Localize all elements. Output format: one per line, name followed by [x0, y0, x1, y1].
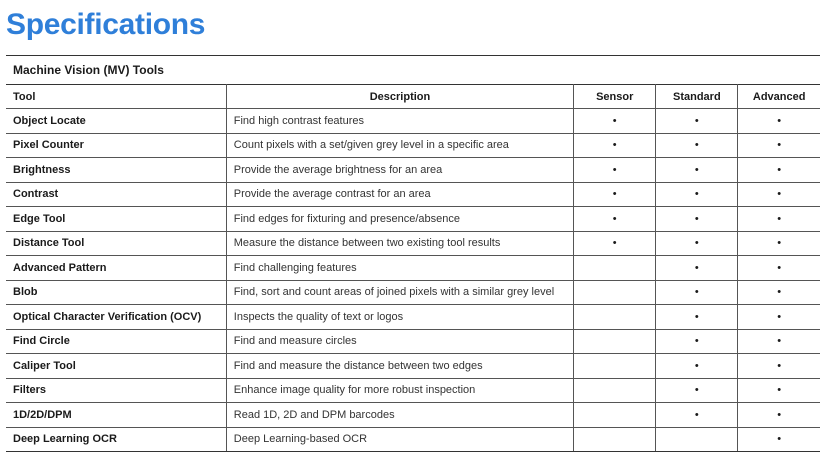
table-row: [6, 403, 820, 428]
tool-name: Caliper Tool: [6, 354, 226, 379]
tool-name: Advanced Pattern: [6, 256, 226, 281]
tool-description: Find and measure the distance between two edges: [226, 354, 573, 379]
section-title: Machine Vision (MV) Tools: [13, 63, 164, 77]
included-dot-icon: •: [694, 188, 699, 201]
tool-description: Count pixels with a set/given grey level in a specific area: [226, 133, 573, 158]
advanced-cell: [738, 109, 820, 134]
tool-name: Filters: [6, 378, 226, 403]
included-dot-icon: •: [777, 188, 782, 201]
sensor-cell: [574, 182, 656, 207]
included-dot-icon: •: [694, 114, 699, 127]
included-dot-icon: •: [694, 310, 699, 323]
tool-description: Find, sort and count areas of joined pixels with a similar grey level: [226, 280, 573, 305]
included-dot-icon: •: [777, 237, 782, 250]
included-dot-icon: •: [694, 384, 699, 397]
sensor-cell: [574, 305, 656, 330]
table-row: [6, 109, 820, 134]
standard-cell: [656, 109, 738, 134]
included-dot-icon: •: [694, 359, 699, 372]
tool-description: Find and measure circles: [226, 329, 573, 354]
tool-name: Pixel Counter: [6, 133, 226, 158]
table-row: [6, 256, 820, 281]
tool-description: Enhance image quality for more robust inspection: [226, 378, 573, 403]
included-dot-icon: •: [777, 433, 782, 446]
tool-description: Provide the average brightness for an area: [226, 158, 573, 183]
table-row: [6, 158, 820, 183]
table-row: [6, 329, 820, 354]
included-dot-icon: •: [694, 408, 699, 421]
header-standard: Standard: [656, 85, 738, 109]
standard-cell: [656, 305, 738, 330]
spec-section: [6, 55, 820, 452]
advanced-cell: [738, 256, 820, 281]
header-description: Description: [226, 85, 573, 109]
included-dot-icon: •: [612, 237, 617, 250]
included-dot-icon: •: [777, 359, 782, 372]
standard-cell: [656, 280, 738, 305]
tool-name: Optical Character Verification (OCV): [6, 305, 226, 330]
sensor-cell: [574, 329, 656, 354]
included-dot-icon: •: [777, 139, 782, 152]
included-dot-icon: •: [777, 384, 782, 397]
table-row: [6, 182, 820, 207]
table-body: [6, 109, 820, 452]
standard-cell: [656, 182, 738, 207]
advanced-cell: [738, 354, 820, 379]
standard-cell: [656, 329, 738, 354]
header-sensor: Sensor: [574, 85, 656, 109]
advanced-cell: [738, 231, 820, 256]
standard-cell: [656, 378, 738, 403]
included-dot-icon: •: [694, 286, 699, 299]
included-dot-icon: •: [612, 163, 617, 176]
included-dot-icon: •: [612, 114, 617, 127]
standard-cell: [656, 403, 738, 428]
tool-description: Find edges for fixturing and presence/absence: [226, 207, 573, 232]
advanced-cell: [738, 329, 820, 354]
sensor-cell: [574, 109, 656, 134]
standard-cell: [656, 256, 738, 281]
table-row: [6, 280, 820, 305]
sensor-cell: [574, 280, 656, 305]
table-row: [6, 231, 820, 256]
sensor-cell: [574, 378, 656, 403]
included-dot-icon: •: [777, 310, 782, 323]
sensor-cell: [574, 133, 656, 158]
included-dot-icon: •: [777, 212, 782, 225]
sensor-cell: [574, 256, 656, 281]
tool-name: 1D/2D/DPM: [6, 403, 226, 428]
tool-description: Read 1D, 2D and DPM barcodes: [226, 403, 573, 428]
included-dot-icon: •: [777, 114, 782, 127]
advanced-cell: [738, 133, 820, 158]
included-dot-icon: •: [777, 163, 782, 176]
included-dot-icon: •: [694, 335, 699, 348]
included-dot-icon: •: [777, 286, 782, 299]
standard-cell: [656, 354, 738, 379]
tool-description: Provide the average contrast for an area: [226, 182, 573, 207]
tool-name: Distance Tool: [6, 231, 226, 256]
sensor-cell: [574, 427, 656, 452]
included-dot-icon: •: [612, 188, 617, 201]
included-dot-icon: •: [777, 335, 782, 348]
tool-description: Measure the distance between two existing tool results: [226, 231, 573, 256]
standard-cell: [656, 158, 738, 183]
tool-description: Find challenging features: [226, 256, 573, 281]
table-row: [6, 378, 820, 403]
included-dot-icon: •: [777, 261, 782, 274]
tool-description: Find high contrast features: [226, 109, 573, 134]
advanced-cell: [738, 280, 820, 305]
advanced-cell: [738, 427, 820, 452]
sensor-cell: [574, 354, 656, 379]
standard-cell: [656, 133, 738, 158]
table-row: [6, 133, 820, 158]
included-dot-icon: •: [777, 408, 782, 421]
table-header-row: [6, 85, 820, 109]
advanced-cell: [738, 182, 820, 207]
tool-name: Contrast: [6, 182, 226, 207]
advanced-cell: [738, 403, 820, 428]
table-row: [6, 354, 820, 379]
included-dot-icon: •: [694, 212, 699, 225]
tool-name: Deep Learning OCR: [6, 427, 226, 452]
standard-cell: [656, 427, 738, 452]
standard-cell: [656, 207, 738, 232]
table-row: [6, 305, 820, 330]
standard-cell: [656, 231, 738, 256]
tool-name: Object Locate: [6, 109, 226, 134]
tool-description: Inspects the quality of text or logos: [226, 305, 573, 330]
included-dot-icon: •: [694, 261, 699, 274]
page-title: Specifications: [6, 8, 206, 41]
advanced-cell: [738, 378, 820, 403]
table-row: [6, 427, 820, 452]
tool-description: Deep Learning-based OCR: [226, 427, 573, 452]
included-dot-icon: •: [694, 139, 699, 152]
included-dot-icon: •: [694, 163, 699, 176]
included-dot-icon: •: [694, 237, 699, 250]
sensor-cell: [574, 158, 656, 183]
advanced-cell: [738, 207, 820, 232]
tool-name: Find Circle: [6, 329, 226, 354]
tool-name: Blob: [6, 280, 226, 305]
header-advanced: Advanced: [738, 85, 820, 109]
sensor-cell: [574, 231, 656, 256]
tool-name: Brightness: [6, 158, 226, 183]
spec-table: [6, 84, 820, 452]
sensor-cell: [574, 207, 656, 232]
tool-name: Edge Tool: [6, 207, 226, 232]
advanced-cell: [738, 305, 820, 330]
header-tool: Tool: [6, 85, 226, 109]
advanced-cell: [738, 158, 820, 183]
included-dot-icon: •: [612, 139, 617, 152]
table-row: [6, 207, 820, 232]
included-dot-icon: •: [612, 212, 617, 225]
sensor-cell: [574, 403, 656, 428]
